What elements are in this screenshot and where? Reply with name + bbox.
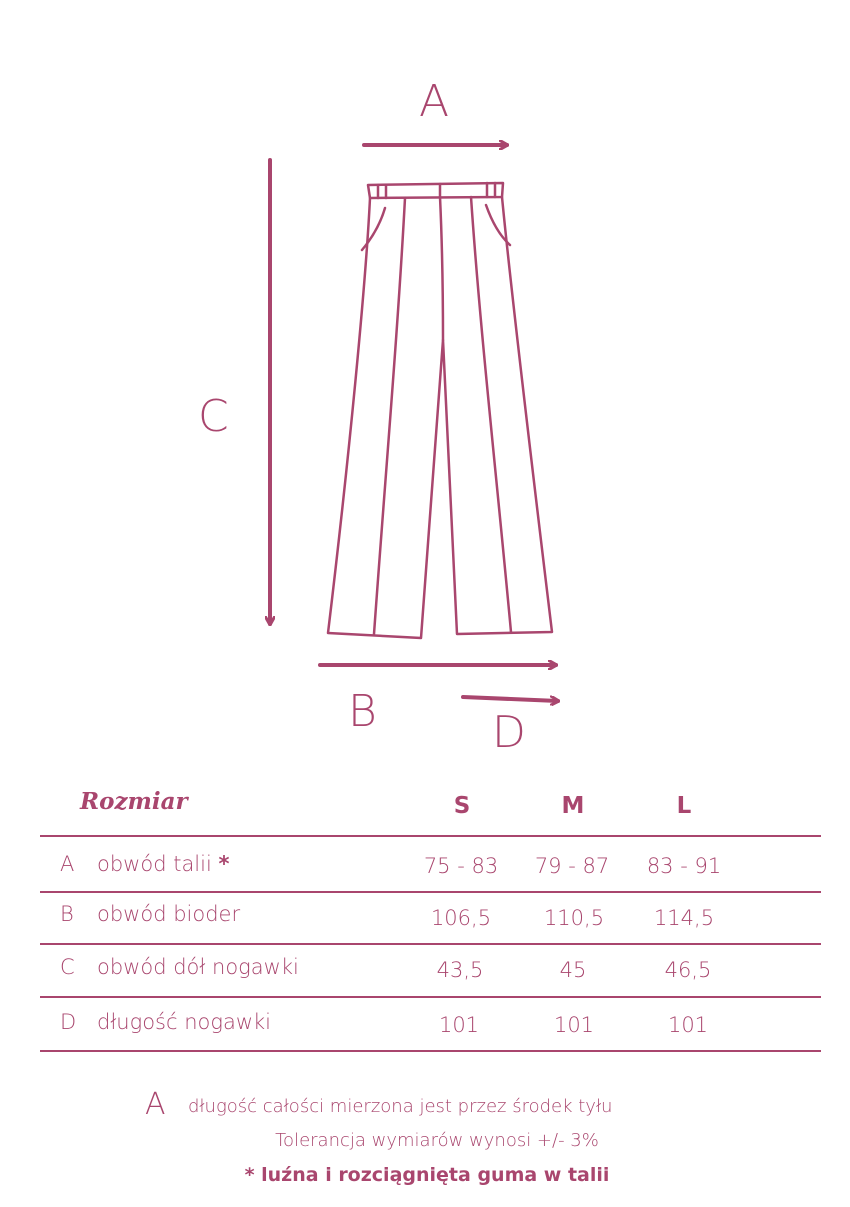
footer-note-elastic: * luźna i rozciągnięta guma w talii	[244, 1164, 610, 1186]
row-star: *	[218, 852, 230, 876]
size-header-m: M	[561, 793, 585, 819]
size-header-s: S	[453, 793, 471, 819]
value-m: 110,5	[543, 906, 605, 930]
row-letter: D	[60, 1010, 77, 1034]
value-l: 101	[667, 1013, 709, 1037]
row-letter: B	[60, 902, 74, 926]
size-header-l: L	[676, 793, 692, 819]
row-letter: A	[60, 852, 75, 876]
footer-note-tolerance: Tolerancja wymiarów wynosi +/- 3%	[275, 1130, 599, 1151]
arrow-d	[463, 697, 558, 701]
footer-note-length: długość całości mierzona jest przez środek tyłu	[188, 1096, 613, 1117]
table-rule	[40, 996, 821, 998]
value-m: 45	[559, 958, 587, 982]
pants-illustration	[328, 183, 552, 638]
size-table-title: Rozmiar	[80, 788, 188, 815]
value-l: 46,5	[664, 958, 712, 982]
label-d: D	[492, 707, 526, 758]
row-label	[97, 852, 230, 876]
value-s: 43,5	[436, 958, 484, 982]
table-rule	[40, 1050, 821, 1052]
row-label: długość nogawki	[97, 1010, 272, 1034]
label-c: C	[198, 391, 229, 442]
value-s: 101	[438, 1013, 480, 1037]
table-rule	[40, 835, 821, 837]
value-l: 114,5	[653, 906, 715, 930]
value-l: 83 - 91	[646, 854, 722, 878]
value-m: 101	[553, 1013, 595, 1037]
label-b: B	[348, 686, 377, 737]
row-label: obwód dół nogawki	[97, 955, 299, 979]
value-s: 106,5	[430, 906, 492, 930]
row-label-text: obwód talii	[97, 852, 212, 876]
row-letter: C	[60, 955, 75, 979]
table-rule	[40, 943, 821, 945]
label-a: A	[419, 76, 450, 127]
table-rule	[40, 891, 821, 893]
value-m: 79 - 87	[534, 854, 610, 878]
row-label: obwód bioder	[97, 902, 241, 926]
footer-marker: A	[145, 1087, 166, 1122]
value-s: 75 - 83	[423, 854, 499, 878]
